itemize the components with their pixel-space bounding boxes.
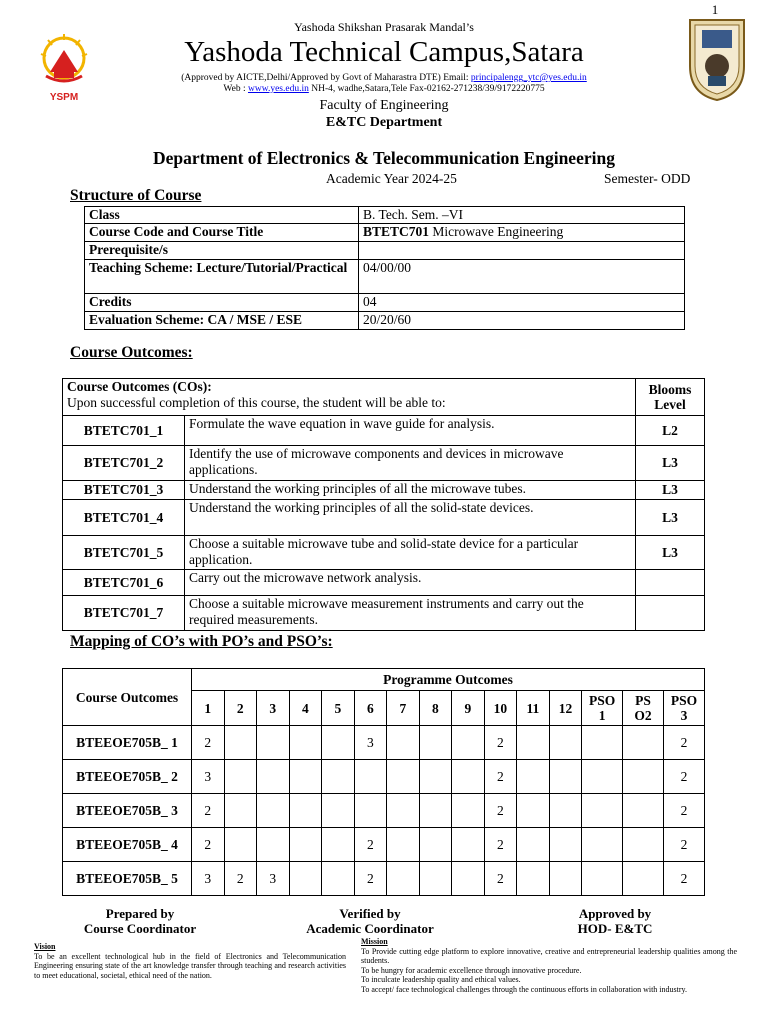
outcome-code: BTETC701_2 [63, 446, 185, 481]
mapping-row [63, 794, 705, 828]
po-column-header: 1 [192, 691, 225, 726]
po-column-header: 12 [549, 691, 582, 726]
outcome-text: Choose a suitable microwave measurement instruments and carry out the required measurements. [185, 596, 636, 631]
structure-label: Evaluation Scheme: CA / MSE / ESE [85, 311, 359, 329]
outcomes-table [62, 378, 705, 631]
po-column-header: PSO 1 [582, 691, 623, 726]
verified-by [290, 906, 450, 936]
mission-title: Mission [361, 937, 388, 946]
mapping-cell [452, 726, 485, 760]
mapping-cell [289, 862, 322, 896]
approval-info [0, 73, 768, 95]
mapping-cell [354, 760, 387, 794]
mapping-row [63, 760, 705, 794]
blooms-level [636, 570, 705, 596]
mapping-cell [387, 862, 420, 896]
mapping-cell [517, 726, 550, 760]
po-column-header: 5 [322, 691, 355, 726]
mapping-cell [623, 794, 664, 828]
outcome-row [63, 596, 705, 631]
structure-label: Course Code and Course Title [85, 223, 359, 241]
mapping-cell: 2 [192, 828, 225, 862]
outcome-text: Understand the working principles of all the solid-state devices. [185, 500, 636, 536]
outcome-code: BTETC701_6 [63, 570, 185, 596]
mapping-cell: 3 [192, 862, 225, 896]
programme-outcomes-header: Programme Outcomes [192, 669, 705, 691]
structure-label: Teaching Scheme: Lecture/Tutorial/Practical [85, 259, 359, 293]
approved-by-role: HOD- E&TC [577, 921, 653, 936]
po-column-header: 9 [452, 691, 485, 726]
po-column-header: PSO 3 [664, 691, 705, 726]
mapping-cell [517, 828, 550, 862]
verified-by-label: Verified by [339, 906, 401, 921]
mapping-cell [224, 726, 257, 760]
mapping-cell [224, 828, 257, 862]
mapping-cell: 2 [664, 862, 705, 896]
mapping-cell: 2 [484, 862, 517, 896]
mapping-cell [582, 760, 623, 794]
mapping-cell: 2 [192, 726, 225, 760]
outcome-text: Formulate the wave equation in wave guide for analysis. [185, 416, 636, 446]
mapping-cell: 2 [484, 760, 517, 794]
outcomes-header-desc: Upon successful completion of this course, the student will be able to: [67, 394, 446, 410]
mapping-cell [224, 760, 257, 794]
blooms-level: L3 [636, 446, 705, 481]
po-column-header: 7 [387, 691, 420, 726]
mapping-cell: 2 [664, 726, 705, 760]
mapping-heading: Mapping of CO’s with PO’s and PSO’s: [70, 633, 333, 650]
mission-item: To be hungry for academic excellence through innovative procedure. [361, 965, 582, 975]
po-column-header: 2 [224, 691, 257, 726]
yspm-logo-text: YSPM [49, 92, 79, 103]
structure-value [359, 311, 685, 329]
po-column-header: 10 [484, 691, 517, 726]
outcome-code: BTETC701_5 [63, 536, 185, 570]
structure-label: Prerequisite/s [85, 241, 359, 259]
structure-row [85, 223, 685, 241]
mapping-cell [289, 828, 322, 862]
structure-value-text: B. Tech. Sem. –VI [363, 207, 464, 222]
mapping-course-code: BTEEOE705B_ 1 [63, 726, 192, 760]
mapping-cell [549, 726, 582, 760]
structure-label: Credits [85, 293, 359, 311]
mapping-cell [623, 828, 664, 862]
mapping-cell [322, 726, 355, 760]
structure-row [85, 259, 685, 293]
mapping-cell [549, 794, 582, 828]
structure-value [359, 223, 685, 241]
po-column-header: PS O2 [623, 691, 664, 726]
mapping-cell [452, 760, 485, 794]
mapping-cell [549, 828, 582, 862]
mapping-cell [289, 726, 322, 760]
mapping-corner: Course Outcomes [63, 669, 192, 726]
mapping-cell [452, 862, 485, 896]
vision-block [34, 942, 346, 980]
approval-text: (Approved by AICTE,Delhi/Approved by Govt of Maharastra DTE) Email: [181, 73, 471, 83]
outcome-text: Identify the use of microwave components and devices in microwave applications. [185, 446, 636, 481]
mapping-cell [517, 862, 550, 896]
mapping-cell [322, 828, 355, 862]
mapping-cell: 2 [354, 828, 387, 862]
mapping-cell [322, 862, 355, 896]
mapping-cell: 2 [484, 794, 517, 828]
outcome-row [63, 481, 705, 500]
academic-year: Academic Year 2024-25 [326, 171, 457, 186]
prepared-by-label: Prepared by [105, 906, 175, 921]
po-column-header: 3 [257, 691, 290, 726]
mission-item: To Provide cutting edge platform to explore innovative, creative and entrepreneurial leadership qualities among the students. [361, 946, 737, 965]
mapping-cell [582, 726, 623, 760]
campus-name: Yashoda Technical Campus,Satara [184, 36, 584, 68]
blooms-level: L2 [636, 416, 705, 446]
verified-by-role: Academic Coordinator [306, 921, 434, 936]
prepared-by-role: Course Coordinator [83, 921, 197, 936]
po-column-header: 11 [517, 691, 550, 726]
outcome-row [63, 416, 705, 446]
mapping-cell [517, 760, 550, 794]
mapping-cell: 2 [664, 794, 705, 828]
po-column-header: 8 [419, 691, 452, 726]
structure-value-text: 04 [363, 293, 377, 309]
vision-text: To be an excellent technological hub in the field of Electronics and Telecommunication Engineering ensuring state of the art knowledge transfer through teaching and research activities to meet educational, societal, ethical need of the nation. [34, 951, 346, 980]
mapping-course-code: BTEEOE705B_ 2 [63, 760, 192, 794]
outcomes-heading: Course Outcomes: [70, 344, 193, 361]
mapping-cell: 2 [484, 726, 517, 760]
mapping-cell [322, 760, 355, 794]
mapping-cell [582, 794, 623, 828]
mission-item: To accept/ face technological challenges through the continuous efforts in collaboration with industry. [361, 984, 688, 994]
approved-by-label: Approved by [578, 906, 652, 921]
mapping-cell [582, 828, 623, 862]
mapping-cell [257, 726, 290, 760]
mission-list [361, 947, 737, 995]
po-column-header: 4 [289, 691, 322, 726]
mandal-name: Yashoda Shikshan Prasarak Mandal’s [294, 20, 474, 34]
mapping-course-code: BTEEOE705B_ 4 [63, 828, 192, 862]
mapping-cell [549, 862, 582, 896]
mapping-cell [289, 760, 322, 794]
outcome-code: BTETC701_3 [63, 481, 185, 500]
structure-label: Class [85, 207, 359, 224]
vision-title: Vision [34, 942, 56, 951]
mapping-cell: 2 [664, 828, 705, 862]
approved-by [540, 906, 690, 936]
structure-table [84, 206, 685, 330]
mapping-cell [354, 794, 387, 828]
mapping-cell [224, 794, 257, 828]
structure-heading: Structure of Course [70, 187, 202, 204]
mapping-cell [257, 794, 290, 828]
mapping-cell [387, 794, 420, 828]
mapping-cell: 2 [192, 794, 225, 828]
outcome-text: Carry out the microwave network analysis. [185, 570, 636, 596]
blooms-header: Blooms Level [636, 379, 705, 416]
semester: Semester- ODD [604, 171, 691, 186]
mapping-cell: 2 [224, 862, 257, 896]
blooms-level: L3 [636, 481, 705, 500]
mapping-course-code: BTEEOE705B_ 3 [63, 794, 192, 828]
outcome-code: BTETC701_4 [63, 500, 185, 536]
mission-item: To inculcate leadership quality and ethical values. [361, 975, 521, 984]
mapping-cell [623, 760, 664, 794]
mapping-cell: 2 [354, 862, 387, 896]
blooms-level [636, 596, 705, 631]
po-column-header: 6 [354, 691, 387, 726]
mapping-cell [257, 760, 290, 794]
structure-value-bold: BTETC701 [363, 223, 430, 239]
mapping-cell [549, 760, 582, 794]
mapping-cell [582, 862, 623, 896]
blooms-level: L3 [636, 536, 705, 570]
structure-value-text: Microwave Engineering [429, 223, 564, 239]
blooms-level: L3 [636, 500, 705, 536]
address-text: NH-4, wadhe,Satara,Tele Fax-02162-271238/39/9172220775 [308, 84, 545, 94]
faculty-name: Faculty of Engineering [319, 98, 449, 113]
outcome-row [63, 570, 705, 596]
mapping-cell [419, 794, 452, 828]
outcomes-header-cell [63, 379, 636, 416]
outcome-row [63, 536, 705, 570]
prepared-by [60, 906, 220, 936]
mapping-cell [623, 862, 664, 896]
outcome-text: Choose a suitable microwave tube and solid-state device for a particular application. [185, 536, 636, 570]
structure-value-text: 20/20/60 [363, 311, 412, 327]
structure-value-text: 04/00/00 [363, 259, 412, 275]
mapping-cell [387, 828, 420, 862]
structure-value [359, 207, 685, 224]
mapping-cell [419, 726, 452, 760]
structure-value [359, 259, 685, 293]
mapping-cell [419, 828, 452, 862]
mapping-cell [387, 760, 420, 794]
mapping-cell [517, 794, 550, 828]
department-title: Department of Electronics & Telecommunication Engineering [153, 148, 615, 168]
structure-row [85, 241, 685, 259]
structure-row [85, 207, 685, 224]
email-link[interactable]: principalengg_ytc@yes.edu.in [470, 73, 587, 83]
structure-row [85, 311, 685, 329]
page-number: 1 [711, 2, 719, 17]
mapping-cell [289, 794, 322, 828]
mapping-course-code: BTEEOE705B_ 5 [63, 862, 192, 896]
outcome-row [63, 446, 705, 481]
mapping-cell [419, 862, 452, 896]
mapping-cell: 3 [257, 862, 290, 896]
outcome-text: Understand the working principles of all the microwave tubes. [185, 481, 636, 500]
website-link[interactable]: www.yes.edu.in [247, 84, 309, 94]
web-label: Web : [223, 84, 248, 94]
outcomes-header-title: Course Outcomes (COs): [67, 379, 212, 394]
outcome-code: BTETC701_7 [63, 596, 185, 631]
structure-value [359, 241, 685, 259]
structure-value [359, 293, 685, 311]
structure-row [85, 293, 685, 311]
department-short: E&TC Department [325, 115, 443, 130]
outcome-row [63, 500, 705, 536]
mapping-row [63, 726, 705, 760]
mapping-cell [452, 794, 485, 828]
outcome-code: BTETC701_1 [63, 416, 185, 446]
mapping-cell: 2 [484, 828, 517, 862]
mission-block [361, 937, 737, 994]
mapping-cell [623, 726, 664, 760]
mapping-cell [257, 828, 290, 862]
mapping-cell: 3 [354, 726, 387, 760]
mapping-table [62, 668, 705, 896]
mapping-cell [419, 760, 452, 794]
mapping-cell: 3 [192, 760, 225, 794]
mapping-row [63, 828, 705, 862]
mapping-cell: 2 [664, 760, 705, 794]
mapping-cell [452, 828, 485, 862]
mapping-cell [322, 794, 355, 828]
mapping-row [63, 862, 705, 896]
mapping-cell [387, 726, 420, 760]
